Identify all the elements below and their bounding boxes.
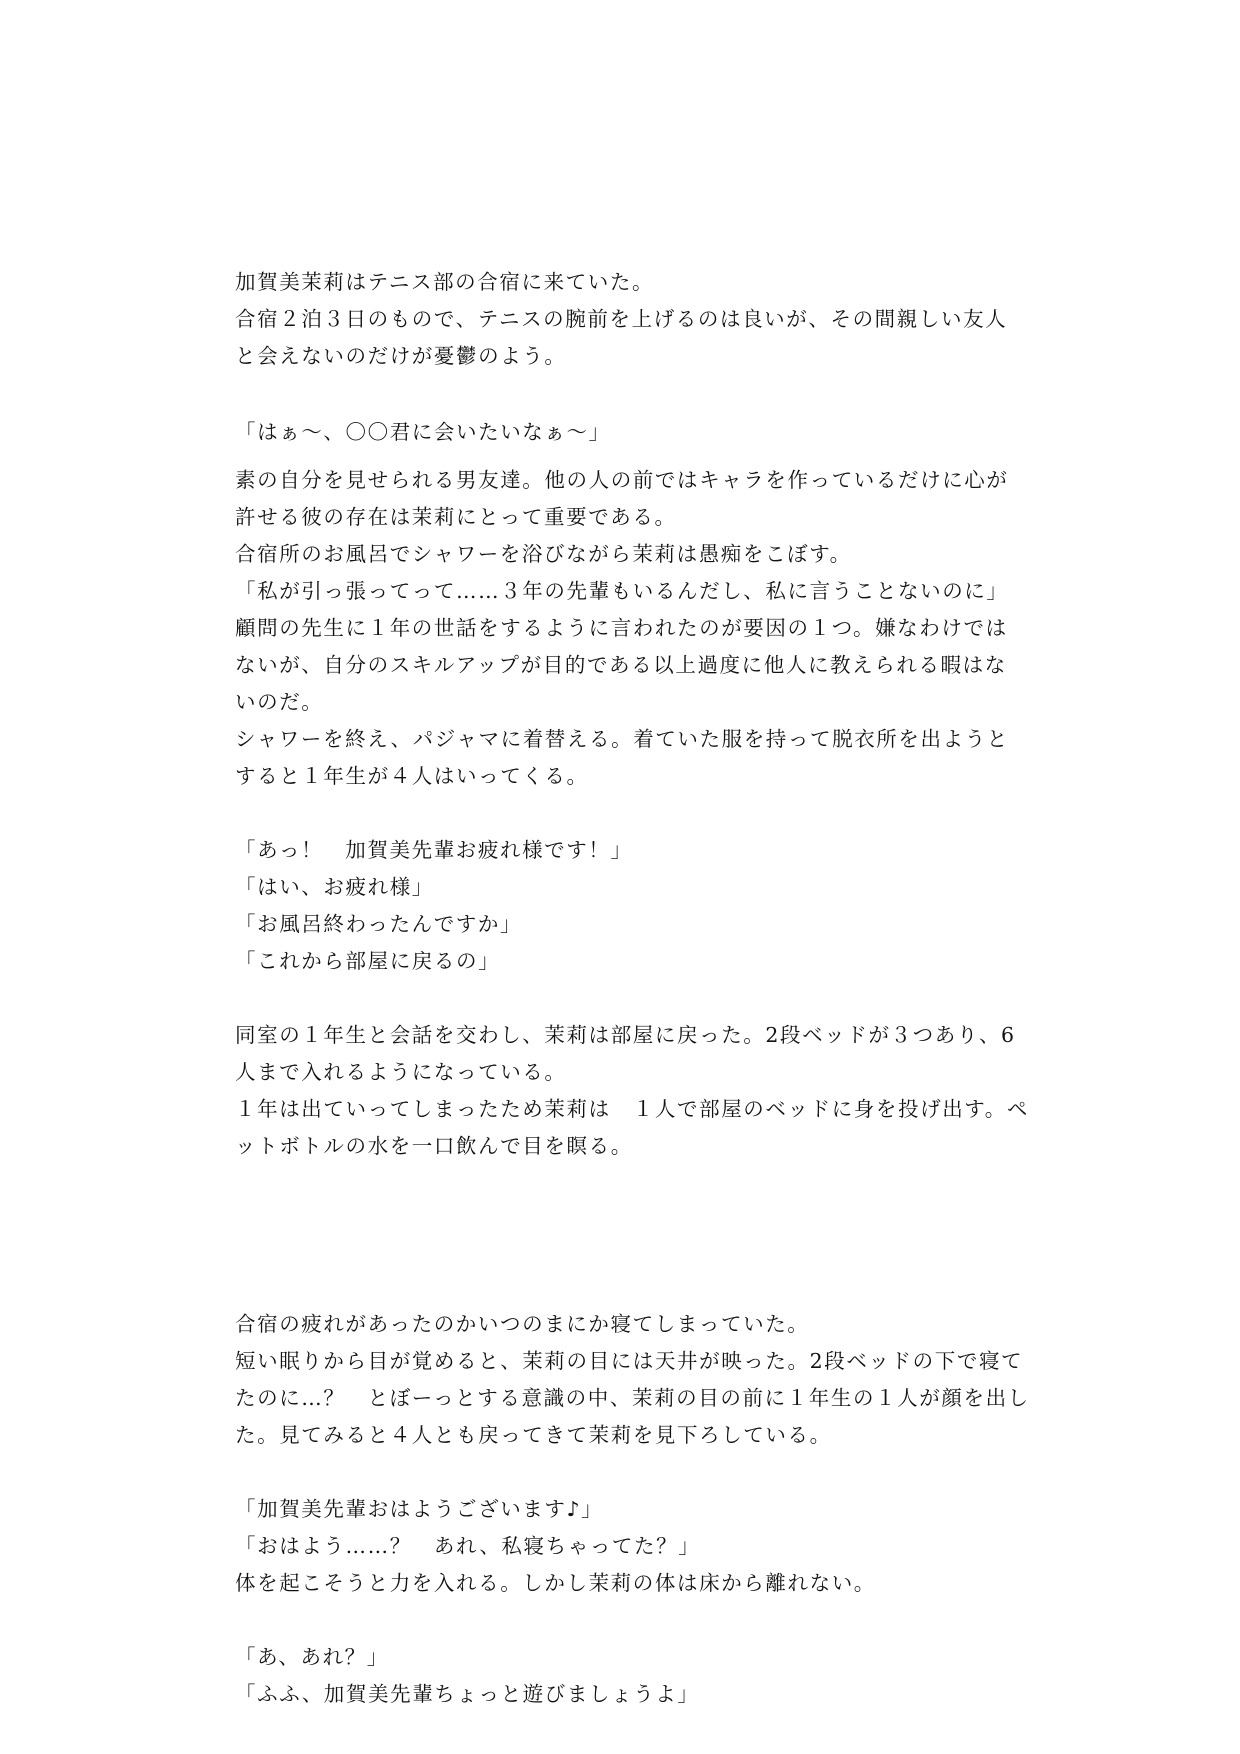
dialogue-line: 「はぁ〜、〇〇君に会いたいなぁ〜」	[235, 420, 611, 444]
text-line: 許せる彼の存在は茉莉にとって重要である。	[235, 505, 677, 529]
text-line: 合宿所のお風呂でシャワーを浴びながら茉莉は愚痴をこぼす。	[235, 542, 852, 566]
text-line: １年は出ていってしまったため茉莉は １人で部屋のベッドに身を投げ出す。ペ	[235, 1097, 1029, 1121]
dialogue-line: 「これから部屋に戻るの」	[235, 949, 501, 973]
text-line: 顧問の先生に１年の世話をするように言われたのが要因の１つ。嫌なわけでは	[235, 616, 1008, 640]
text-line: 人まで入れるようになっている。	[235, 1060, 567, 1084]
text-line: た。見てみると４人とも戻ってきて茉莉を見下ろしている。	[235, 1423, 832, 1447]
text-line: すると１年生が４人はいってくる。	[235, 764, 589, 788]
text-line: たのに…？ とぼーっとする意識の中、茉莉の目の前に１年生の１人が顔を出し	[235, 1386, 1030, 1410]
dialogue-line: 「あっ！ 加賀美先輩お疲れ様です！」	[235, 838, 633, 862]
text-line: ットボトルの水を一口飲んで目を瞑る。	[235, 1134, 633, 1158]
dialogue-line: 「おはよう……？ あれ、私寝ちゃってた？」	[235, 1534, 701, 1558]
dialogue-line: 「私が引っ張ってって……３年の先輩もいるんだし、私に言うことないのに」	[235, 579, 1009, 603]
text-line: 合宿２泊３日のもので、テニスの腕前を上げるのは良いが、その間親しい友人	[235, 307, 1008, 331]
text-line: と会えないのだけが憂鬱のよう。	[235, 344, 567, 368]
dialogue-line: 「はい、お疲れ様」	[235, 875, 434, 899]
dialogue-line: 「あ、あれ？」	[235, 1645, 389, 1669]
text-line: いのだ。	[235, 690, 324, 714]
text-line: 素の自分を見せられる男友達。他の人の前ではキャラを作っているだけに心が	[235, 468, 1009, 492]
text-line: ないが、自分のスキルアップが目的である以上過度に他人に教えられる暇はな	[235, 653, 1007, 677]
dialogue-line: 「ふふ、加賀美先輩ちょっと遊びましょうよ」	[235, 1682, 700, 1706]
text-line: 同室の１年生と会話を交わし、茉莉は部屋に戻った。2段ベッドが３つあり、6	[235, 1023, 1016, 1047]
dialogue-line: 「加賀美先輩おはようございます♪」	[235, 1497, 604, 1521]
text-line: 短い眠りから目が覚めると、茉莉の目には天井が映った。2段ベッドの下で寝て	[235, 1349, 1024, 1373]
text-line: 体を起こそうと力を入れる。しかし茉莉の体は床から離れない。	[235, 1571, 876, 1595]
text-line: 合宿の疲れがあったのかいつのまにか寝てしまっていた。	[235, 1312, 810, 1336]
text-line: シャワーを終え、パジャマに着替える。着ていた服を持って脱衣所を出ようと	[235, 727, 1009, 751]
text-line: 加賀美茉莉はテニス部の合宿に来ていた。	[235, 270, 655, 294]
dialogue-line: 「お風呂終わったんですか」	[235, 912, 523, 936]
